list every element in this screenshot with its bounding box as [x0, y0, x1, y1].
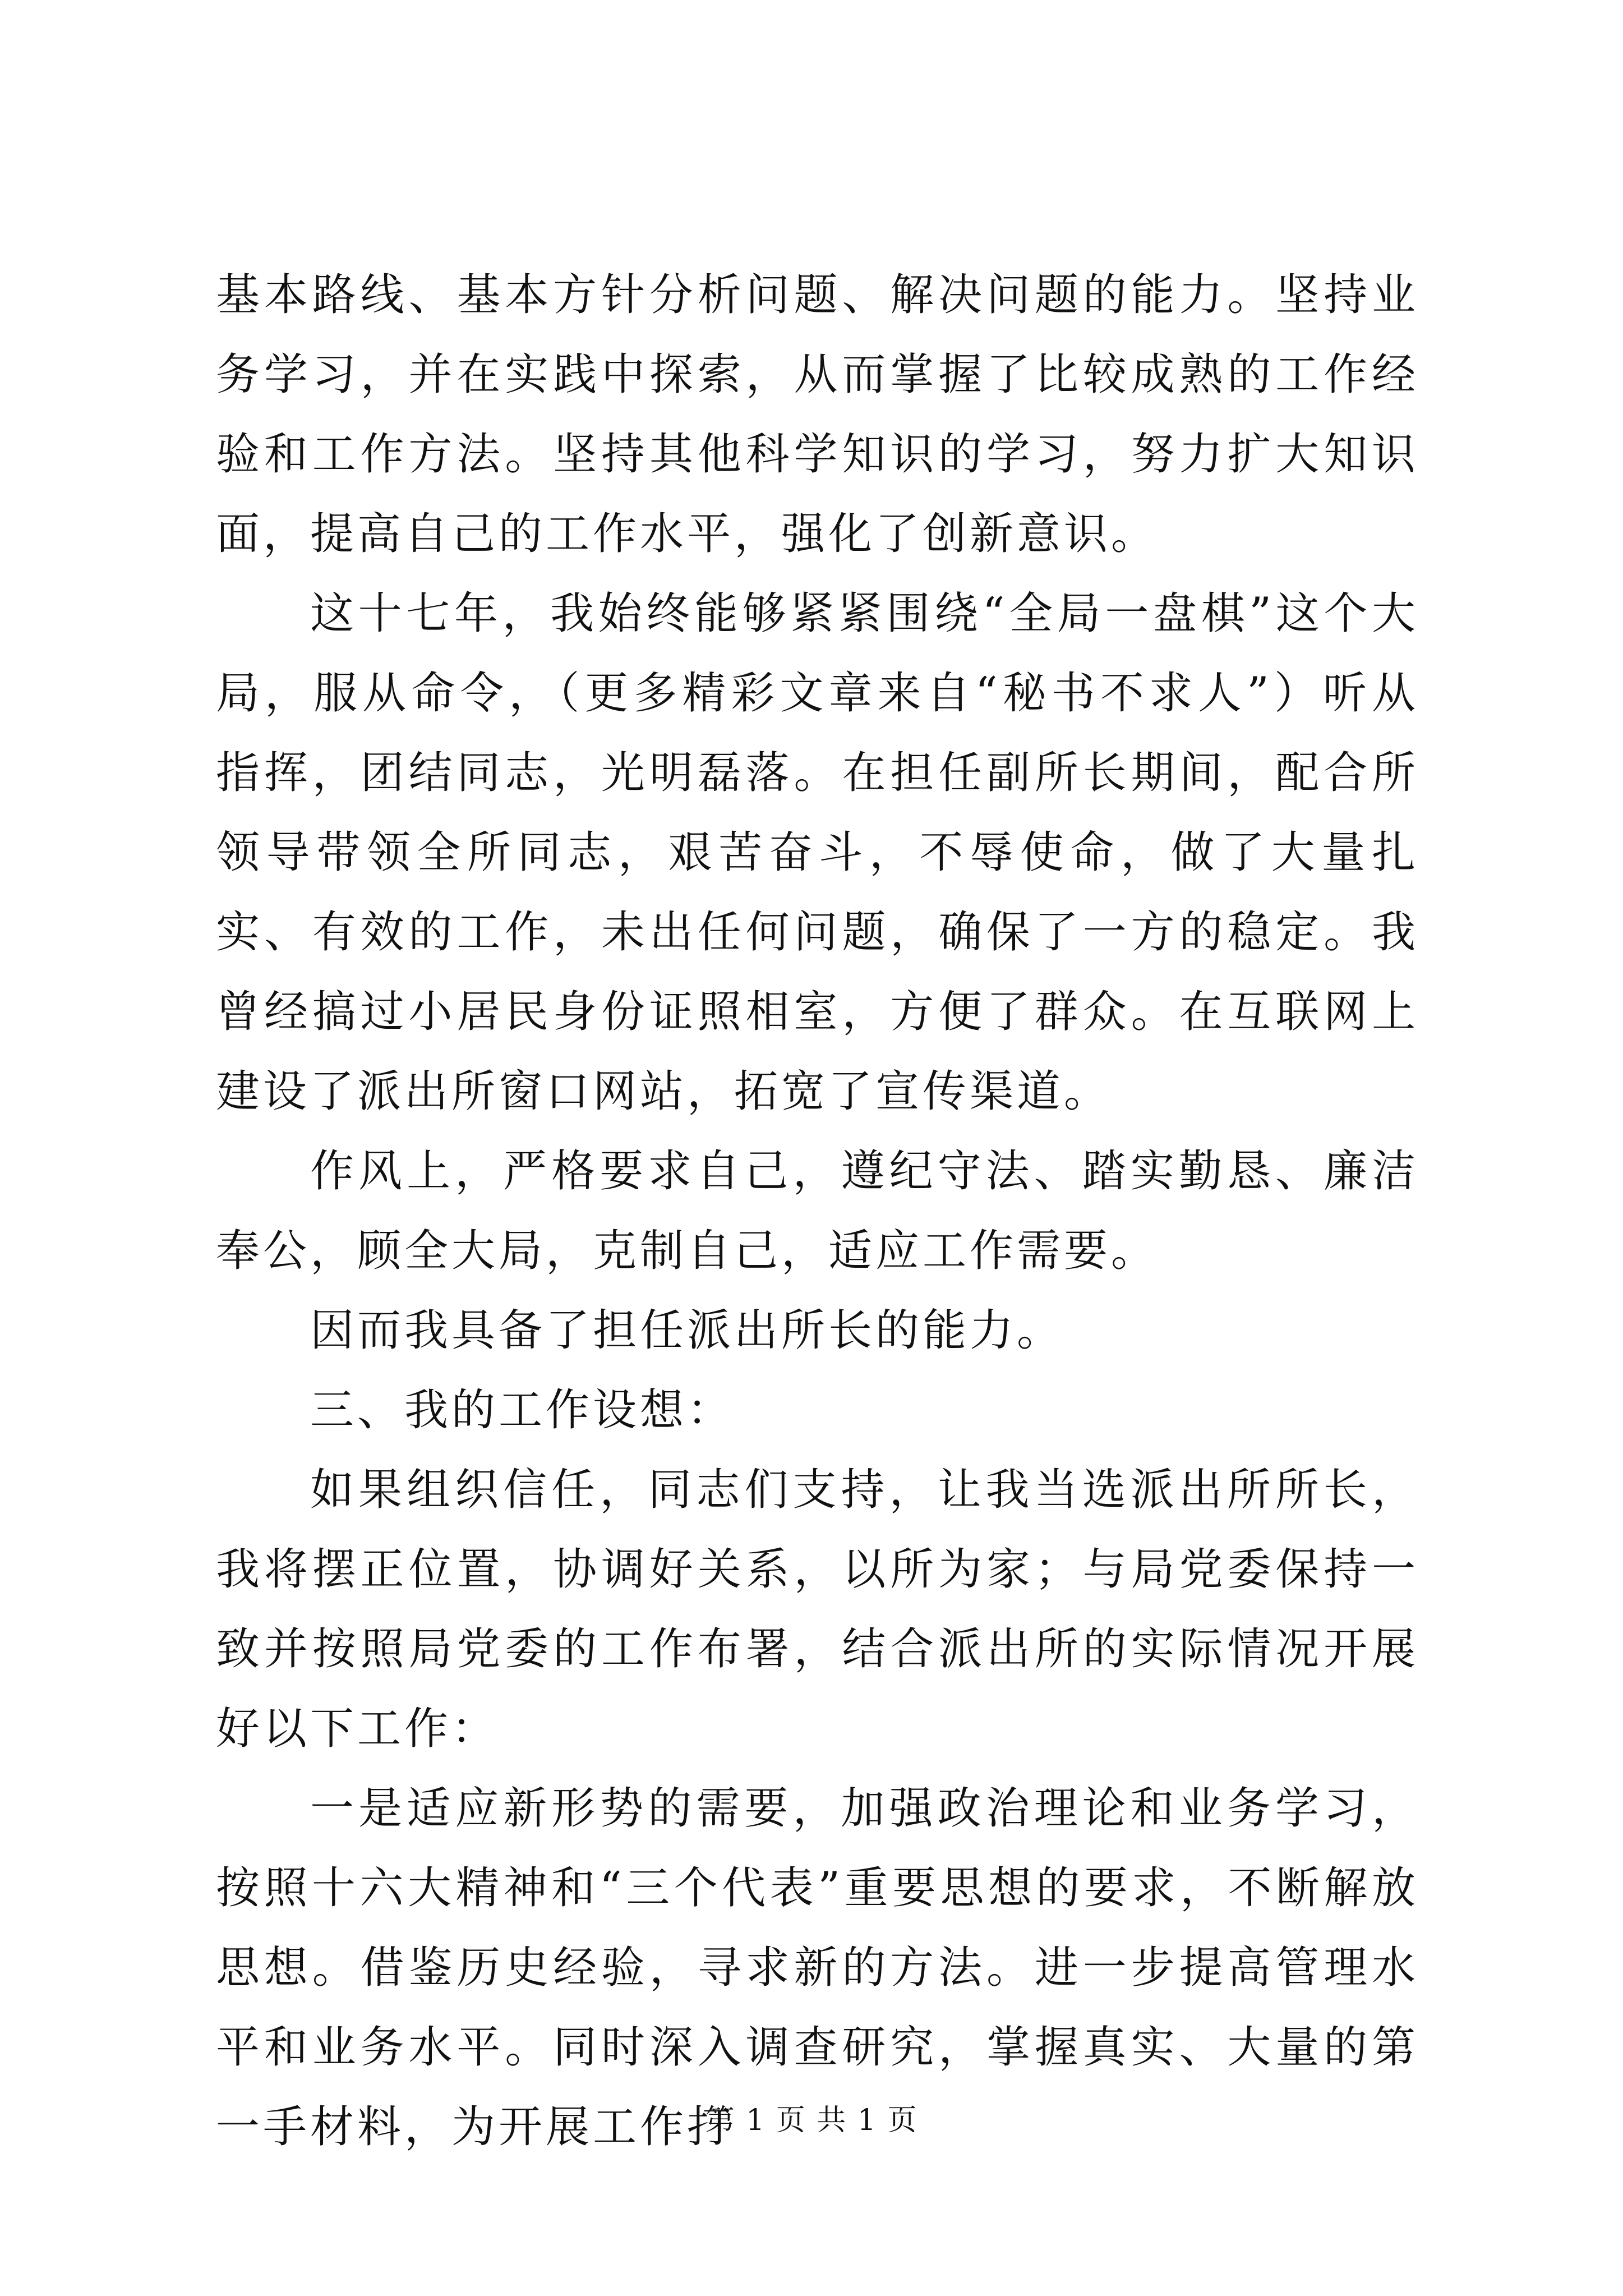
paragraph-6: 一是适应新形势的需要，加强政治理论和业务学习，按照十六大精神和“三个代表”重要思想的要求，不断解放思想。借鉴历史经验，寻求新的方法。进一步提高管理水平和业务水平。同时深入调查研究，掌握真实、大量的第一手材料，为开展工作打 [216, 1783, 1419, 2152]
paragraph-5: 如果组织信任，同志们支持，让我当选派出所所长，我将摆正位置，协调好关系，以所为家；与局党委保持一致并按照局党委的工作布署，结合派出所的实际情况开展好以下工作： [216, 1465, 1419, 1754]
paragraph-4: 因而我具备了担任派出所长的能力。 [310, 1305, 1064, 1356]
paragraph-1: 基本路线、基本方针分析问题、解决问题的能力。坚持业务学习，并在实践中探索，从而掌握了比较成熟的工作经验和工作方法。坚持其他科学知识的学习，努力扩大知识面，提高自己的工作水平，强化了创新意识。 [216, 270, 1419, 559]
paragraph-2: 这十七年，我始终能够紧紧围绕“全局一盘棋”这个大局，服从命令，（更多精彩文章来自“秘书不求人”）听从指挥，团结同志，光明磊落。在担任副所长期间，配合所领导带领全所同志，艰苦奋斗，不辱使命，做了大量扎实、有效的工作，未出任何问题，确保了一方的稳定。我曾经搞过小居民身份证照相室，方便了群众。在互联网上建设了派出所窗口网站，拓宽了宣传渠道。 [216, 588, 1419, 1117]
document-body [216, 255, 1419, 2167]
section-heading: 三、我的工作设想： [310, 1385, 735, 1435]
paragraph-3: 作风上，严格要求自己，遵纪守法、踏实勤恳、廉洁奉公，顾全大局，克制自己，适应工作需要。 [216, 1146, 1419, 1276]
page-number-footer: 第 1 页 共 1 页 [705, 2104, 918, 2137]
